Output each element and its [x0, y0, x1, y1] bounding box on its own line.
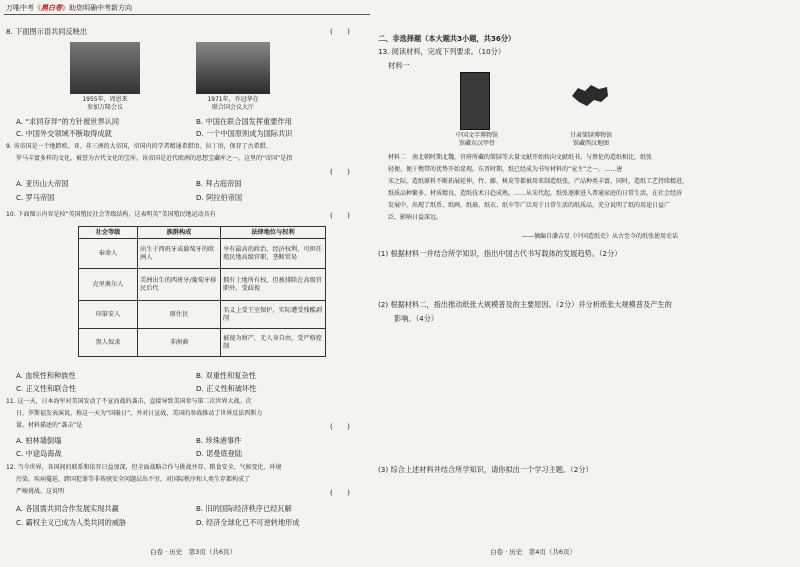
photo1-caption-line: 1955年，周恩来	[82, 96, 128, 103]
q11-line: 日，罗斯福发表演说，称这一天为“国耻日”，并对日宣战，美国的参战推动了世界反法西斯力	[16, 410, 263, 417]
photo2-caption-line: 联合国会议大厅	[211, 103, 254, 111]
header-rule	[4, 14, 370, 15]
q12-line: 12. 当今世界，各国间的联系和依存日益加深，但全面战略合作与挑战并存。粮食安全、气候变化、环境	[6, 464, 282, 471]
q10-option-c[interactable]: C. 正义性和联合性	[16, 384, 76, 393]
q10-paren: ( )	[330, 211, 350, 220]
header-prefix: 万唯中考	[6, 4, 34, 12]
q9-paren: ( )	[330, 167, 350, 176]
material2-line: 材料二 南北朝时期北魏，官府所藏的简牍等大量文献开始转向文献纸书，与蔡伦的造纸相比，纸张	[388, 154, 653, 161]
q8-option-a[interactable]: A. “求同存异”的方针被世界认同	[16, 117, 120, 126]
q9-option-b[interactable]: B. 拜占庭帝国	[196, 179, 242, 188]
right-column	[372, 0, 800, 567]
q9-line: 罗马丰富多样的文化，被誉为古代文化的宝库。该帝国是近代欧洲的思想宝藏库之一。这里的“帝国”是指	[16, 155, 293, 162]
relic1-caption-line: 馆藏东汉甲骨	[458, 139, 495, 147]
q13-part2-line: (2) 根据材料二，指出推动纸张大规模普及的主要原因。（2分）并分析纸张大规模普及产生的	[378, 300, 672, 309]
q8-paren: ( )	[330, 27, 350, 36]
table-header: 族群构成	[138, 227, 221, 239]
material2-line: 轻便，便于携带的优势开始显现。东晋时期，纸已经成为书写材料的“宠主”之一。……唐	[388, 166, 623, 173]
material2-line: 发展中，出现了纸币、纸画、纸扇、纸衣、纸伞等广泛用于日常生活的纸质品，充分说明了纸的用途日益广	[388, 202, 671, 209]
right-footer: 白卷 · 历史 第4页（共6页）	[490, 548, 576, 556]
q10-option-a[interactable]: A. 血统性和种族性	[16, 371, 76, 380]
table-cell: 拥有土地所有权，但被排除在高级官职外，受歧视	[221, 269, 326, 301]
photo-un-icon	[196, 42, 270, 94]
table-header: 法律地位与权利	[221, 227, 326, 239]
relic2-caption-line: 馆藏西汉地图	[572, 139, 609, 147]
relic2-caption	[556, 132, 626, 147]
material2-source: ——摘编自潘吉星《中国造纸史》从古至今的纸张使用史话	[522, 233, 679, 240]
left-footer: 白卷 · 历史 第3页（共6页）	[150, 548, 236, 556]
relic1-caption	[442, 132, 512, 147]
q9-option-d[interactable]: D. 阿拉伯帝国	[196, 193, 243, 202]
material1-label: 材料一	[388, 61, 410, 70]
q9-line: 9. 该帝国是一个地跨欧、亚、非三洲的大帝国，帝国内的学者精通希腊语、拉丁语，保存了古希腊、	[6, 143, 272, 150]
q11-option-d[interactable]: D. 诺曼底登陆	[196, 449, 243, 458]
q8-option-c[interactable]: C. 中国外交领域不断取得成就	[16, 129, 112, 138]
q11-option-c[interactable]: C. 中途岛海战	[16, 449, 62, 458]
q9-option-a[interactable]: A. 亚历山大帝国	[16, 179, 69, 188]
table-row	[79, 329, 326, 357]
q12-line: 污染、疾病蔓延，跨国犯罪等非传统安全问题层出不穷，对国际秩序和人类生存都构成了	[16, 476, 251, 483]
map-relic-icon	[570, 82, 610, 108]
table-row	[79, 301, 326, 329]
q11-line: 量。材料描述的“袭击”是	[16, 422, 83, 429]
q11-option-b[interactable]: B. 珍珠港事件	[196, 436, 242, 445]
section-title: 二、非选择题（本大题共3小题，共36分）	[378, 34, 516, 43]
table-cell: 原住民	[138, 301, 221, 329]
table-cell: 出生于西班牙或葡萄牙的欧洲人	[138, 239, 221, 269]
table-row	[79, 239, 326, 269]
photo-bandung-icon	[70, 42, 140, 94]
q10-option-b[interactable]: B. 双重性和复杂性	[196, 371, 256, 380]
table-cell: 享有最高的政治、经济权利，可担任殖民地高级官职、垄断贸易	[221, 239, 326, 269]
q11-paren: ( )	[330, 422, 350, 431]
left-column	[0, 0, 370, 567]
q13-part3: (3) 综合上述材料并结合所学知识，请你拟出一个学习主题。（2分）	[378, 465, 593, 474]
header-brand: 黑白卷	[41, 4, 62, 12]
table-row	[79, 269, 326, 301]
q9-option-c[interactable]: C. 罗马帝国	[16, 193, 55, 202]
photo1-caption-line: 参加万隆会议	[86, 103, 123, 111]
q10-stem: 10. 下面图示内容是按“英国殖民社会等级结构，这表明英”美国殖民地运动具有	[6, 211, 216, 218]
q13-part2-line: 影响。（4分）	[394, 314, 439, 323]
photo2-caption	[188, 96, 278, 111]
table-cell: 非洲裔	[138, 329, 221, 357]
table-cell: 黑人奴隶	[79, 329, 138, 357]
q11-line: 11. 这一天，日本海军对美国发动了不宣而战的袭击，直接导致美国参与第二次世界大战。次	[6, 398, 252, 405]
table-cell: 名义上受王室保护，实际遭受残酷剥削	[221, 301, 326, 329]
table-cell: 奉命人	[79, 239, 138, 269]
table-header: 社会等级	[79, 227, 138, 239]
material2-line: 纸质品种繁多、材质精良，造纸技术日趋成熟。……从宋代起，纸张逐渐进入普通家庭的日常生活，在社会经济	[388, 190, 683, 197]
q12-paren: ( )	[330, 488, 350, 497]
table-cell: 克里奥尔人	[79, 269, 138, 301]
q13-part1: (1) 根据材料一并结合所学知识，指出中国古代书写载体的发展趋势。（2分）	[378, 249, 622, 258]
table-header-row	[79, 227, 326, 239]
q12-option-b[interactable]: B. 旧的国际经济秩序已经瓦解	[196, 504, 292, 513]
header-suffix: 助您明确中考新方向	[69, 4, 132, 12]
q12-option-c[interactable]: C. 霸权主义已成为人类共同的威胁	[16, 518, 127, 527]
photo1-caption	[60, 96, 150, 111]
q11-option-a[interactable]: A. 柏林墙倒塌	[16, 436, 62, 445]
q12-option-a[interactable]: A. 各国需共同合作发展实现共赢	[16, 504, 119, 513]
q8-option-b[interactable]: B. 中国在联合国发挥重要作用	[196, 117, 292, 126]
q13-stem: 13. 阅读材料，完成下列要求。（10分）	[378, 47, 506, 56]
page-header: 万唯中考《黑白卷》助您明确中考新方向	[6, 4, 132, 12]
photo2-caption-line: 1971年，乔冠华在	[207, 96, 259, 103]
q10-option-d[interactable]: D. 正义性和破坏性	[196, 384, 257, 393]
q12-option-d[interactable]: D. 经济全球化已不可逆转地形成	[196, 518, 300, 527]
q8-stem: 8. 下面图示语共同反映出	[6, 27, 88, 36]
q12-line: 严峻挑战。这说明	[16, 488, 65, 495]
material2-line: 宋之际，造纸原料不断拓展延伸，竹、藤、树皮等都被用来制造纸张，产品种类丰富。同时，造纸工艺持续精进，	[388, 178, 689, 185]
relic1-caption-line: 中国文字博物馆	[455, 132, 498, 139]
q8-option-d[interactable]: D. 一个中国原则成为国际共识	[196, 129, 293, 138]
table-cell: 美洲出生的西班牙/葡萄牙移民后代	[138, 269, 221, 301]
q10-table	[78, 226, 326, 357]
oracle-bone-icon	[460, 72, 490, 130]
table-cell: 被视为财产，无人身自由，受严格控制	[221, 329, 326, 357]
relic2-caption-line: 甘肃简牍博物馆	[569, 132, 612, 139]
table-cell: 印第安人	[79, 301, 138, 329]
material2-line: 泛，影响日益深远。	[388, 214, 443, 221]
